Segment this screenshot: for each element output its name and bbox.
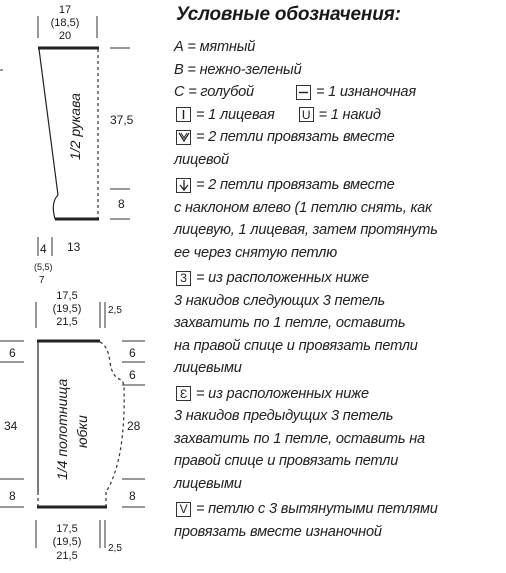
skirt-right-height: 28 xyxy=(127,419,141,433)
skirt-top-width-size2: (19,5) xyxy=(52,303,82,315)
legend-three-prev-line1: = из расположенных ниже xyxy=(196,385,369,402)
three-below-symbol-icon: 3 xyxy=(176,271,191,286)
legend-three-prev-line5: лицевыми xyxy=(174,475,242,492)
legend-row-three-below xyxy=(174,267,504,290)
skirt-top-side: 2,5 xyxy=(108,305,122,316)
skirt-left-bottom-band: 8 xyxy=(9,489,16,503)
legend-ssk-line3: лицевую, 1 лицевая, затем протянуть xyxy=(174,222,438,238)
skirt-right-top-band2: 6 xyxy=(129,368,136,382)
legend-row-knit-yo xyxy=(174,104,504,127)
three-prev-symbol-icon: Ɛ xyxy=(176,386,191,401)
sleeve-bottom-narrow-alt2: 7 xyxy=(39,275,45,286)
legend-pull-line2: провязать вместе изнаночной xyxy=(174,523,382,540)
ssk-symbol-icon xyxy=(176,178,191,193)
legend-three-below-line4: на правой спице и провязать петли xyxy=(174,337,418,354)
skirt-left-top-band: 6 xyxy=(9,346,16,360)
pattern-schematic xyxy=(0,0,175,573)
skirt-bottom-width-size3: 21,5 xyxy=(56,550,78,562)
legend-three-below-line1: = из расположенных ниже xyxy=(196,270,369,286)
sleeve-schematic xyxy=(0,4,134,286)
sleeve-cuff: 8 xyxy=(118,197,125,211)
skirt-label-line1: 1/4 полотнища xyxy=(54,378,70,480)
skirt-schematic xyxy=(0,290,145,562)
skirt-left-height: 34 xyxy=(4,419,18,433)
sleeve-label: 1/2 рукава xyxy=(67,93,83,160)
legend-title: Условные обозначения: xyxy=(176,4,401,25)
legend-row-ssk xyxy=(174,174,504,197)
legend-row-c-purl xyxy=(174,81,504,104)
legend-three-prev-line2: 3 накидов предыдущих 3 петель xyxy=(174,408,394,424)
legend-ssk-line4: ее через снятую петлю xyxy=(174,244,337,261)
skirt-bottom-width-size1: 17,5 xyxy=(56,523,78,535)
legend-ssk-line2: с наклоном влево (1 петлю снять, как xyxy=(174,199,432,216)
yarn-over-symbol-icon: U xyxy=(299,107,314,122)
legend-knit: = 1 лицевая xyxy=(196,106,275,123)
legend-three-below-line2: 3 накидов следующих 3 петель xyxy=(174,292,385,309)
sleeve-height: 37,5 xyxy=(110,113,134,127)
sleeve-bottom-narrow: 4 xyxy=(40,242,47,256)
sleeve-top-width-size1: 17 xyxy=(58,4,72,16)
legend-row-k2tog xyxy=(174,126,504,149)
skirt-top-width-size3: 21,5 xyxy=(56,316,78,328)
purl-symbol-icon xyxy=(296,85,311,100)
sleeve-bottom-narrow-alt: (5,5) xyxy=(34,262,53,272)
legend-purl: = 1 изнаночная xyxy=(315,84,416,100)
legend-color-c: С = голубой xyxy=(174,84,254,100)
legend-pull-line1: = петлю с 3 вытянутыми петлями xyxy=(196,501,438,517)
sleeve-top-width-size2: (18,5) xyxy=(50,17,80,29)
legend-row-three-prev xyxy=(174,383,504,406)
sleeve-bottom-width: 13 xyxy=(67,240,81,254)
skirt-right-top-band1: 6 xyxy=(129,346,136,360)
legend-k2tog-line1: = 2 петли провязать вместе xyxy=(196,129,395,145)
knit-symbol-icon xyxy=(176,107,191,122)
legend-three-prev-line4: правой спице и провязать петли xyxy=(174,453,399,469)
skirt-bottom-width-size2: (19,5) xyxy=(52,536,82,548)
skirt-top-width-size1: 17,5 xyxy=(56,290,78,302)
legend xyxy=(174,4,504,543)
skirt-label-line2: юбки xyxy=(74,415,90,448)
legend-three-below-line3: захватить по 1 петле, оставить xyxy=(174,315,406,331)
skirt-bottom-side: 2,5 xyxy=(108,543,122,554)
legend-row-pull xyxy=(174,498,504,521)
legend-color-b: В = нежно-зеленый xyxy=(174,61,302,78)
legend-color-a: А = мятный xyxy=(174,39,256,55)
sleeve-top-width-size3: 20 xyxy=(58,30,72,42)
k2tog-symbol-icon xyxy=(176,130,191,145)
pull-together-symbol-icon: V xyxy=(176,502,191,517)
legend-k2tog-line2: лицевой xyxy=(174,151,229,168)
legend-three-below-line5: лицевыми xyxy=(174,360,242,376)
skirt-right-bottom-band: 8 xyxy=(129,489,136,503)
legend-three-prev-line3: захватить по 1 петле, оставить на xyxy=(174,430,425,447)
legend-yarn-over: = 1 накид xyxy=(318,106,381,123)
legend-ssk-line1: = 2 петли провязать вместе xyxy=(196,177,395,193)
